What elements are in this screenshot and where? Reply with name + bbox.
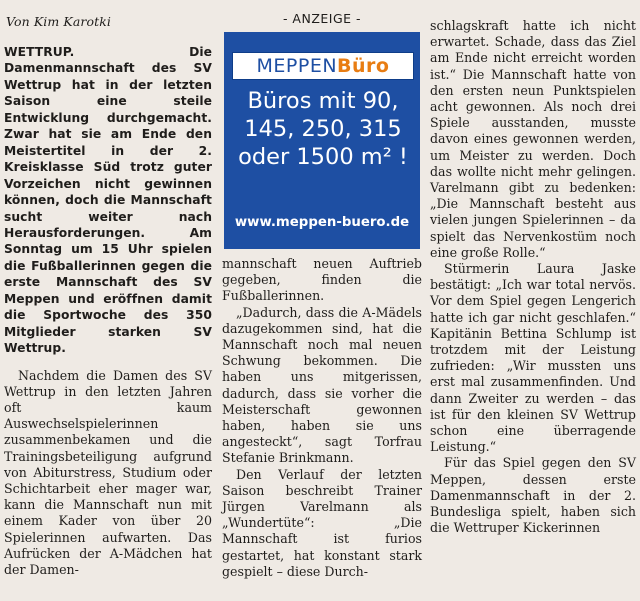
article-paragraph: mannschaft neuen Auftrieb gegeben, finden die Fußballerinnen. — [222, 256, 422, 304]
advertisement[interactable] — [224, 32, 420, 249]
ad-label: - ANZEIGE - — [282, 11, 362, 26]
article-byline: Von Kim Karotki — [6, 14, 111, 29]
ad-url-link[interactable]: www.meppen-buero.de — [234, 215, 410, 230]
ad-headline: Büros mit 90, 145, 250, 315 oder 1500 m² ! — [238, 88, 408, 170]
article-paragraph: Stürmerin Laura Jaske bestätigt: „Ich war total nervös. Vor dem Spiel gegen Lengerich hatte ich gar nicht geschlafen.“ Kapitänin Bettina Schlump ist trotzdem mit der Leistung zufrieden: „Wir mussten uns erst mal zusammenfinden. Und dann Zweiter zu werden – das ist für den kleinen SV Wettrup schon eine überragende Leistung.“ — [430, 261, 636, 455]
article-body-col2 — [222, 256, 422, 580]
ad-logo-accent: Büro — [337, 55, 390, 77]
article-paragraph: schlagskraft hatte ich nicht erwartet. Schade, dass das Ziel am Ende nicht erreicht worden ist.“ Die Mannschaft hatte von den ersten neun Punktspielen acht gewonnen. Als noch drei Spiele ausstanden, musste davon eines gewonnen werden, um Meister zu werden. Doch das wollte nicht mehr gelingen. Varelmann gibt zu bedenken: „Die Mannschaft besteht aus vielen jungen Spielerinnen – da spielt das Nervenkostüm noch eine große Rolle.“ — [430, 18, 636, 260]
ad-logo-text: MEPPEN — [256, 55, 338, 77]
article-paragraph: Den Verlauf der letzten Saison beschreibt Trainer Jürgen Varelmann als „Wundertüte“: „Die Mannschaft ist furios gestartet, hat konstant stark gespielt – diese Durch- — [222, 466, 422, 579]
article-paragraph: Nachdem die Damen des SV Wettrup in den letzten Jahren oft kaum Auswechselspielerinnen zusammenbekamen und die Trainingsbeteiligung aufgrund von Abiturstress, Studium oder Schichtarbeit eher mager war, kann die Mannschaft nun mit einem Kader von über 20 Spielerinnen aufwarten. Das Aufrücken der A-Mädchen hat der Damen- — [4, 367, 212, 578]
article-body-col1 — [4, 368, 212, 579]
article-column-2 — [222, 0, 422, 580]
article-lead: WETTRUP. Die Damenmannschaft des SV Wettrup hat in der letzten Saison eine steile Entwicklung durchgemacht. Zwar hat sie am Ende den Meistertitel in der 2. Kreisklasse Süd trotz guter Vorzeichen nicht gewinnen können, doch die Mannschaft sucht weiter nach Herausforderungen. Am Sonntag um 15 Uhr spielen die Fußballerinnen gegen die erste Mannschaft des SV Meppen und eröffnen damit die Sportwoche des 350 Mitglieder starken SV Wettrup. — [4, 45, 212, 356]
article-body-col3 — [430, 18, 636, 537]
ad-logo — [232, 52, 414, 80]
article-column-1 — [4, 0, 212, 578]
article-column-3 — [430, 0, 636, 537]
article-paragraph: Für das Spiel gegen den SV Meppen, dessen erste Damenmannschaft in der 2. Bundesliga spielt, haben sich die Wettruper Kickerinnen — [430, 455, 636, 536]
article-paragraph: „Dadurch, dass die A-Mädels dazugekommen sind, hat die Mannschaft noch mal neuen Schwung bekommen. Die haben uns mitgerissen, dadurch, dass sie vorher die Meisterschaft gewonnen haben, haben sie uns angesteckt“, sagt Torfrau Stefanie Brinkmann. — [222, 304, 422, 466]
